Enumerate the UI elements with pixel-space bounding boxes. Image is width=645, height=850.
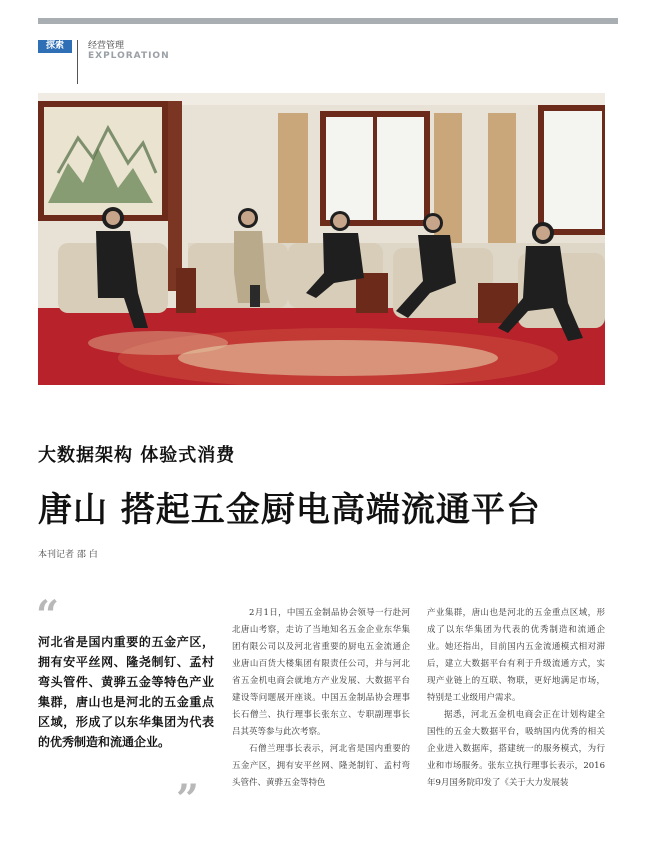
lead-paragraph: 河北省是国内重要的五金产区，拥有安平丝网、隆尧制钉、孟村弯头管件、黄骅五金等特色产业集群，唐山也是河北的五金重点区域，形成了以东华集团为代表的优秀制造和流通企业。 [38,635,214,749]
article-title: 唐山 搭起五金厨电高端流通平台 [38,490,541,530]
meeting-photo [38,93,605,385]
section-tag: 探索 [38,40,72,53]
section-title-cn: 经营管理 [88,41,125,51]
top-rule [38,18,618,24]
quote-open-mark: “ [36,592,60,639]
body-paragraph: 石僧兰理事长表示，河北省是国内重要的五金产区，拥有安平丝网、隆尧制钉、孟村弯头管件、黄骅五金等特色 [232,744,410,788]
header-divider [77,40,78,84]
body-column-middle [232,605,410,792]
section-title-en: EXPLORATION [88,51,170,61]
article-byline: 本刊记者 邵 白 [38,550,98,560]
body-paragraph: 2月1日，中国五金制品协会领导一行赴河北唐山考察，走访了当地知名五金企业东华集团有限公司以及河北省重要的厨电五金流通企业唐山百货大楼集团有限责任公司，并与河北省五金机电商会就地方产业发展、大数据平台建设等问题展开座谈。中国五金制品协会理事长石僧兰、执行理事长张东立、专职副理事长吕其英等参与此次考察。 [232,608,410,737]
meeting-photo-illustration [38,93,605,385]
quote-close-mark: ” [176,776,200,823]
body-column-right [427,605,605,792]
body-paragraph: 产业集群，唐山也是河北的五金重点区域，形成了以东华集团为代表的优秀制造和流通企业。她还指出，目前国内五金流通模式相对滞后，建立大数据平台有利于升级流通方式，实现产业链上的互联、物联，更好地满足市场，特别是工业级用户需求。 [427,608,605,703]
body-paragraph: 据悉，河北五金机电商会正在计划构建全国性的五金大数据平台，吸纳国内优秀的相关企业进入数据库，搭建统一的服务模式，为行业和市场服务。张东立执行理事长表示，2016年9月国务院印发了《关于大力发展装 [427,710,605,788]
article-subtitle: 大数据架构 体验式消费 [38,445,236,466]
